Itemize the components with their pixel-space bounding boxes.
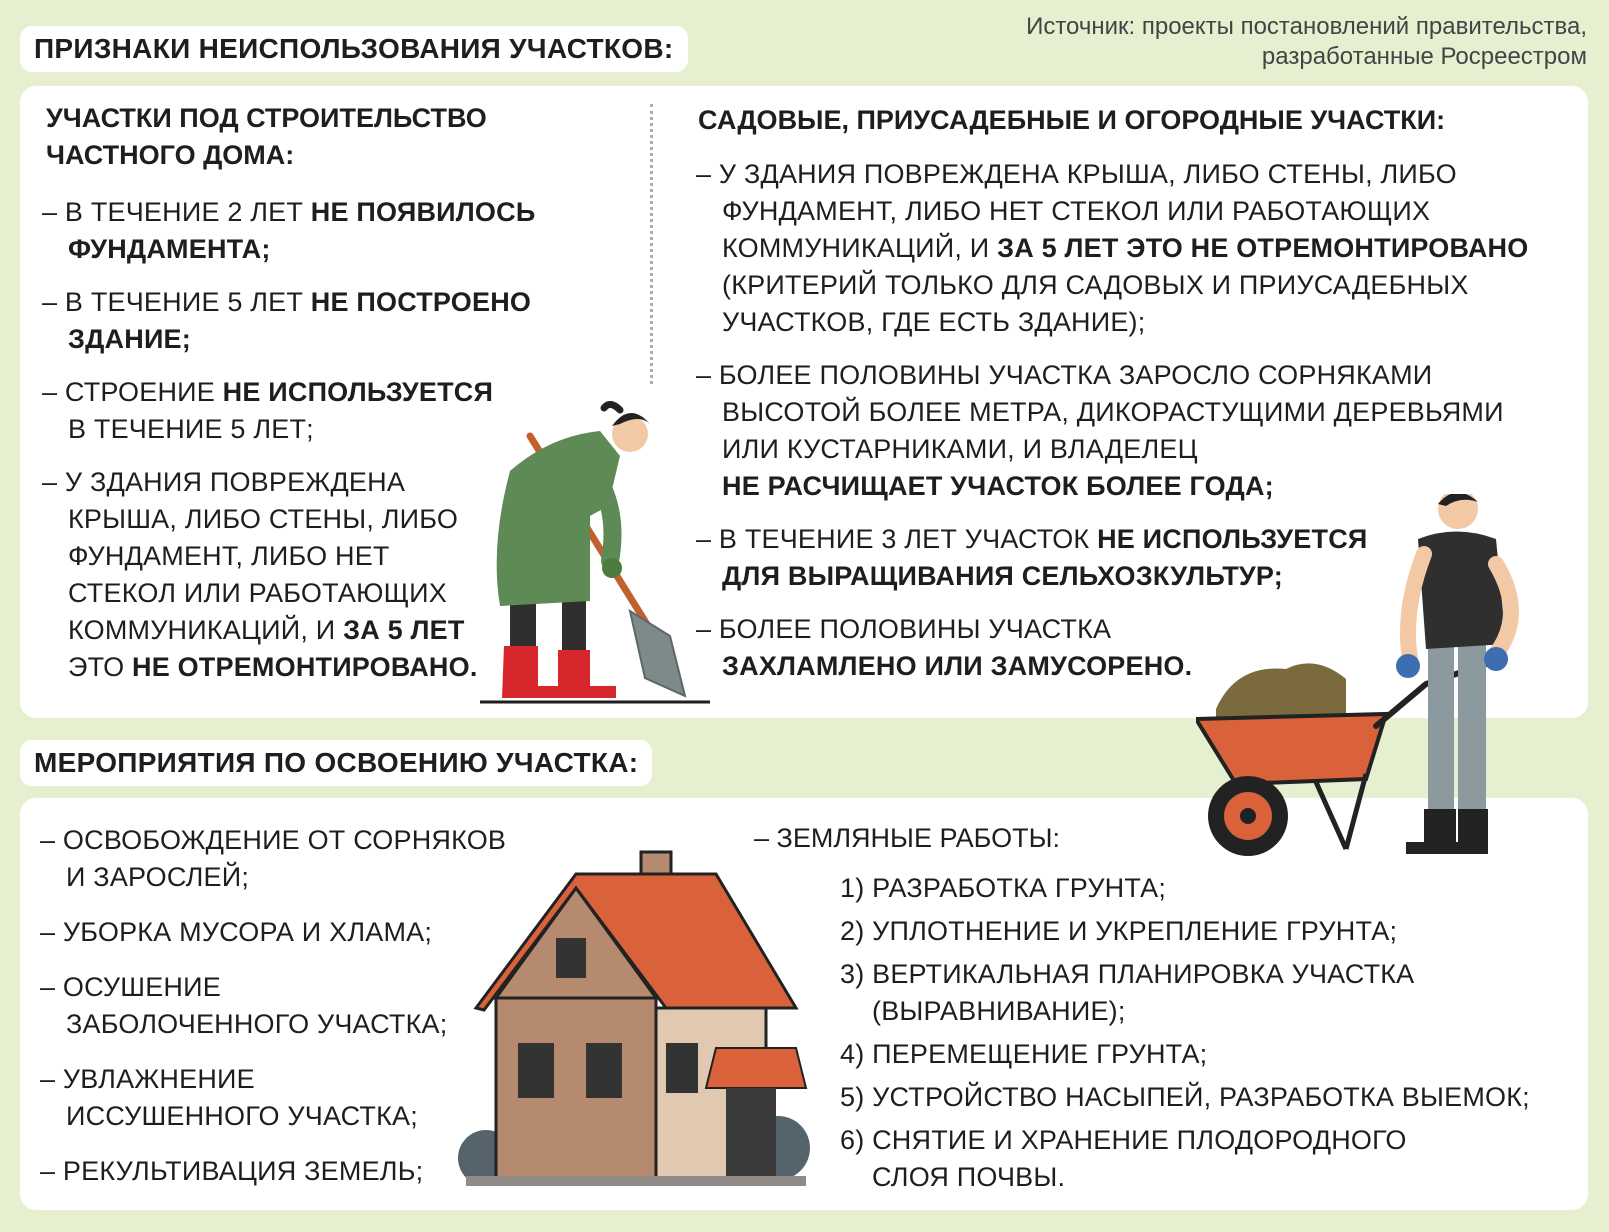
list-item [42,194,535,268]
item-text: 5) УСТРОЙСТВО НАСЫПЕЙ, РАЗРАБОТКА ВЫЕМОК; [840,1082,1530,1112]
item-text: – БОЛЕЕ ПОЛОВИНЫ УЧАСТКА [696,614,1112,644]
item-text: – В ТЕЧЕНИЕ 2 ЛЕТ [42,197,311,227]
item-text: (КРИТЕРИЙ ТОЛЬКО ДЛЯ САДОВЫХ И ПРИУСАДЕБНЫХ [722,270,1469,300]
item-text: СЛОЯ ПОЧВЫ. [872,1162,1066,1192]
item-text-bold: ФУНДАМЕНТА; [68,234,271,264]
list-item [40,914,506,951]
item-text: ЭТО [68,652,132,682]
private-house-heading [46,100,487,174]
list-item [840,1122,1530,1196]
item-text-bold: НЕ ПОЯВИЛОСЬ [310,197,536,227]
list-item [696,156,1528,341]
heading-line: УЧАСТКИ ПОД СТРОИТЕЛЬСТВО [46,103,487,133]
house-illustration [456,848,816,1208]
list-item [840,956,1530,1030]
list-item [40,822,506,896]
item-text: – У ЗДАНИЯ ПОВРЕЖДЕНА КРЫША, ЛИБО СТЕНЫ, ЛИБО [696,159,1457,189]
list-item [696,357,1528,505]
item-text: В ТЕЧЕНИЕ 5 ЛЕТ; [68,414,314,444]
item-text: (ВЫРАВНИВАНИЕ); [872,996,1126,1026]
item-text: – ЗЕМЛЯНЫЕ РАБОТЫ: [754,823,1060,853]
item-text-bold: ЗА 5 ЛЕТ ЭТО НЕ ОТРЕМОНТИРОВАНО [997,233,1529,263]
item-text: – В ТЕЧЕНИЕ 5 ЛЕТ [42,287,311,317]
item-text-bold: НЕ РАСЧИЩАЕТ УЧАСТОК БОЛЕЕ ГОДА; [722,471,1274,501]
garden-plots-heading: САДОВЫЕ, ПРИУСАДЕБНЫЕ И ОГОРОДНЫЕ УЧАСТКИ: [698,105,1446,135]
source-line: разработанные Росреестром [1261,43,1587,70]
measures-list [40,822,506,1190]
private-house-criteria-list [42,194,535,686]
item-text: – УБОРКА МУСОРА И ХЛАМА; [40,917,433,947]
list-item [42,464,535,686]
earthworks-list [840,870,1530,1196]
list-item [42,284,535,358]
source-note [1026,12,1587,72]
item-text-bold: ЗАХЛАМЛЕНО ИЛИ ЗАМУСОРЕНО. [722,651,1193,681]
item-text: – РЕКУЛЬТИВАЦИЯ ЗЕМЕЛЬ; [40,1156,424,1186]
item-text: КРЫША, ЛИБО СТЕНЫ, ЛИБО [68,504,459,534]
item-text: УЧАСТКОВ, ГДЕ ЕСТЬ ЗДАНИЕ); [722,307,1146,337]
list-item [40,1061,506,1135]
list-item [40,1153,506,1190]
item-text-bold: ЗА 5 ЛЕТ [343,615,465,645]
item-text: КОММУНИКАЦИЙ, И [68,615,344,645]
list-item [840,1079,1530,1116]
item-text: 2) УПЛОТНЕНИЕ И УКРЕПЛЕНИЕ ГРУНТА; [840,916,1398,946]
man-wheelbarrow-illustration [1196,494,1576,890]
section-title-measures: МЕРОПРИЯТИЯ ПО ОСВОЕНИЮ УЧАСТКА: [20,740,652,786]
item-text: – СТРОЕНИЕ [42,377,223,407]
list-item [42,374,535,448]
item-text: 1) РАЗРАБОТКА ГРУНТА; [840,873,1167,903]
item-text: – ОСВОБОЖДЕНИЕ ОТ СОРНЯКОВ [40,825,507,855]
item-text: – В ТЕЧЕНИЕ 3 ЛЕТ УЧАСТОК [696,524,1098,554]
column-divider [650,104,653,384]
item-text-bold: ЗДАНИЕ; [68,324,191,354]
item-text: ВЫСОТОЙ БОЛЕЕ МЕТРА, ДИКОРАСТУЩИМИ ДЕРЕВЬЯМИ [722,397,1504,427]
item-text-bold: ДЛЯ ВЫРАЩИВАНИЯ СЕЛЬХОЗКУЛЬТУР; [722,561,1283,591]
item-text: – ОСУШЕНИЕ [40,972,221,1002]
item-text: ФУНДАМЕНТ, ЛИБО НЕТ [68,541,390,571]
list-item [840,1036,1530,1073]
list-item [40,969,506,1043]
item-text: – УВЛАЖНЕНИЕ [40,1064,255,1094]
item-text: 4) ПЕРЕМЕЩЕНИЕ ГРУНТА; [840,1039,1208,1069]
woman-digging-illustration [480,396,720,708]
item-text: ЗАБОЛОЧЕННОГО УЧАСТКА; [66,1009,448,1039]
item-text-bold: НЕ ИСПОЛЬЗУЕТСЯ [222,377,494,407]
item-text-bold: НЕ ИСПОЛЬЗУЕТСЯ [1097,524,1368,554]
item-text: СТЕКОЛ ИЛИ РАБОТАЮЩИХ [68,578,447,608]
item-text: – БОЛЕЕ ПОЛОВИНЫ УЧАСТКА ЗАРОСЛО СОРНЯКАМИ [696,360,1433,390]
item-text: КОММУНИКАЦИЙ, И [722,233,998,263]
item-text: 3) ВЕРТИКАЛЬНАЯ ПЛАНИРОВКА УЧАСТКА [840,959,1415,989]
item-text: ИЛИ КУСТАРНИКАМИ, И ВЛАДЕЛЕЦ [722,434,1198,464]
item-text-bold: НЕ ПОСТРОЕНО [310,287,532,317]
heading-line: ЧАСТНОГО ДОМА: [46,140,295,170]
item-text: – У ЗДАНИЯ ПОВРЕЖДЕНА [42,467,406,497]
item-text-bold: НЕ ОТРЕМОНТИРОВАНО. [132,652,478,682]
section-title-signs: ПРИЗНАКИ НЕИСПОЛЬЗОВАНИЯ УЧАСТКОВ: [20,26,688,72]
item-text: ФУНДАМЕНТ, ЛИБО НЕТ СТЕКОЛ ИЛИ РАБОТАЮЩИХ [722,196,1431,226]
list-item [840,913,1530,950]
item-text: ИССУШЕННОГО УЧАСТКА; [66,1101,418,1131]
item-text: 6) СНЯТИЕ И ХРАНЕНИЕ ПЛОДОРОДНОГО [840,1125,1407,1155]
source-line: Источник: проекты постановлений правительства, [1026,13,1587,40]
item-text: И ЗАРОСЛЕЙ; [66,862,250,892]
